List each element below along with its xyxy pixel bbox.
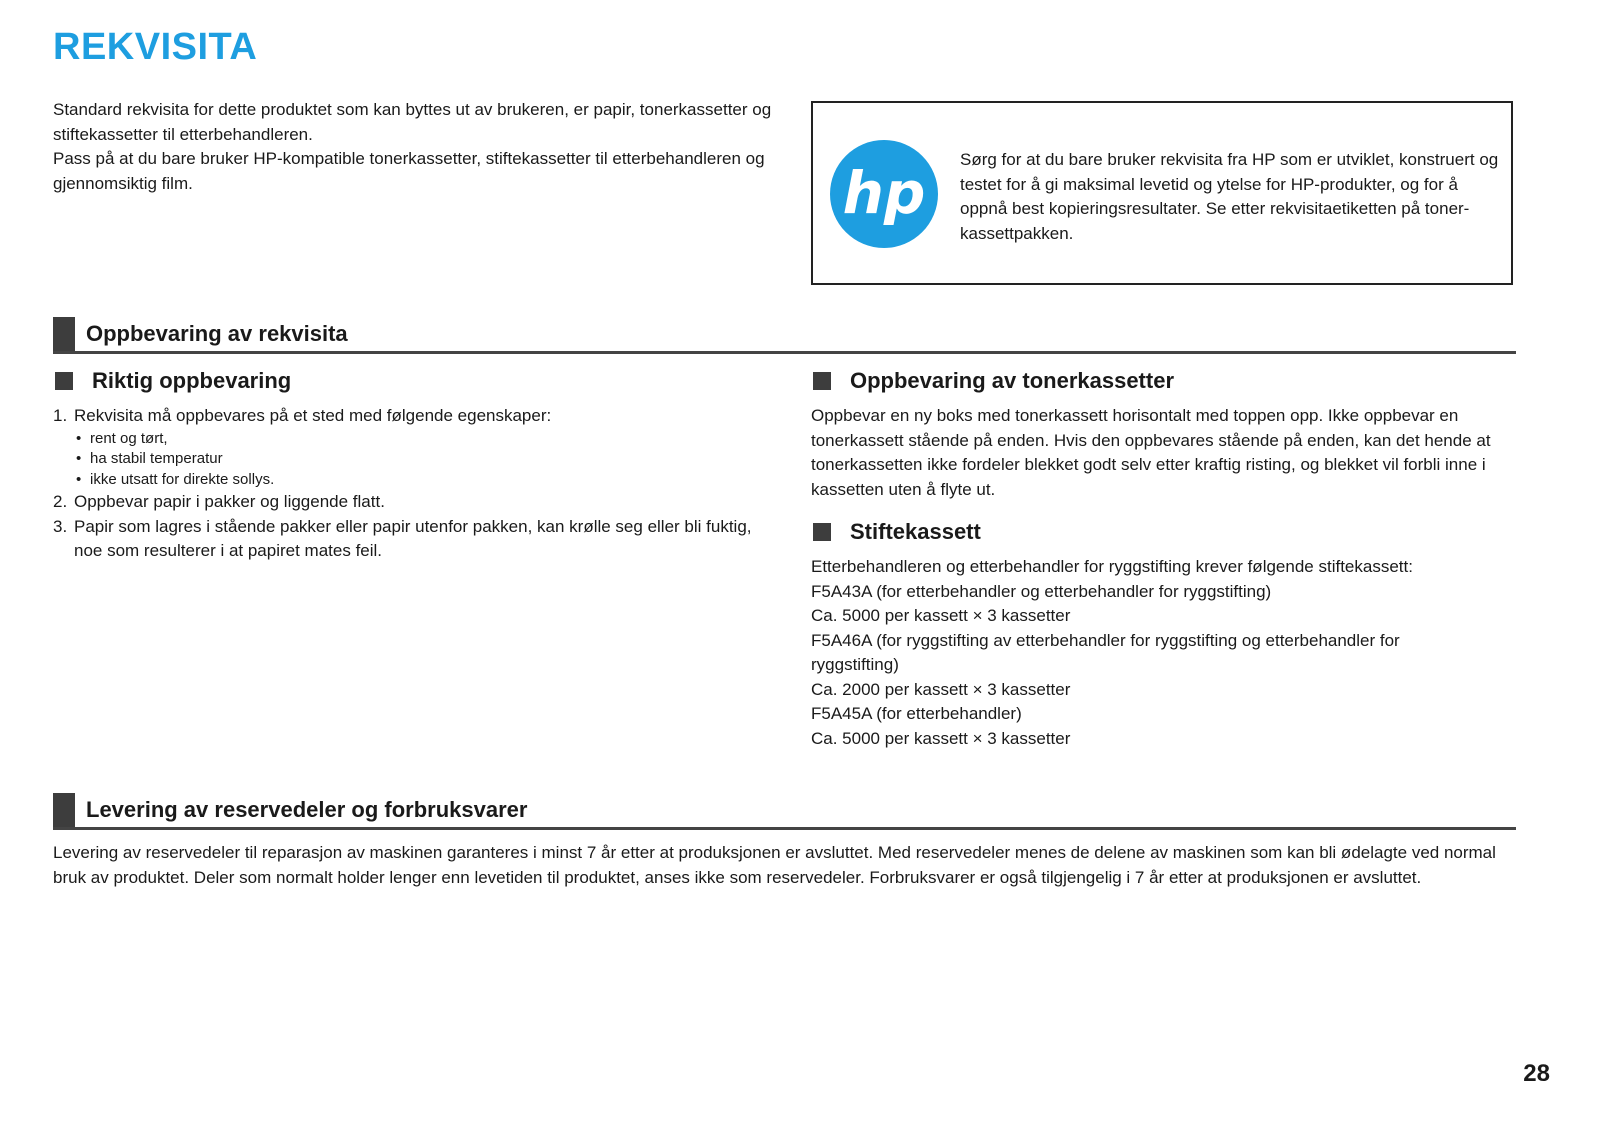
page-number: 28 <box>1523 1060 1550 1087</box>
subheading-toner-storage-text: Oppbevaring av tonerkassetter <box>850 368 1175 393</box>
staple-line: Etterbehandleren og etterbehandler for ryggstifting krever følgende stiftekassett: <box>811 557 1413 576</box>
heading-bar <box>53 793 75 827</box>
hp-supplies-notice <box>811 101 1513 285</box>
staple-line: Ca. 2000 per kassett × 3 kassetter <box>811 679 1071 699</box>
bullet-dot-icon: • <box>76 470 82 488</box>
hp-logo-text: hp <box>842 159 926 227</box>
bullet-item <box>74 449 753 470</box>
subheading-staple-cartridge-text: Stiftekassett <box>850 519 981 544</box>
square-bullet-icon <box>813 523 831 541</box>
heading-bar <box>53 317 75 351</box>
toner-storage-text: Oppbevar en ny boks med tonerkassett horisontalt med toppen opp. Ikke oppbevar en tonerkassett stående på enden. Hvis den oppbevares stående på enden, kan det hende at tonerkassetten ikke fordeler blekket godt selv etter kraftig risting, og blekket vil forbli inne i kassetten uten å flyte ut. <box>811 406 1491 499</box>
list-item <box>53 490 753 515</box>
hp-notice-text: Sørg for at du bare bruker rekvisita fra HP som er utviklet, konstruert og testet for å gi maksimal levetid og ytelse for HP-produkter, og for å oppnå best kopieringsresultater. Se etter rekvisitaetiketten på toner-kassettpakken. <box>960 150 1499 243</box>
intro-text <box>53 98 783 196</box>
conditions-bullet-list <box>53 429 753 491</box>
section-heading-storage-text: Oppbevaring av rekvisita <box>86 321 348 346</box>
list-item-text: Rekvisita må oppbevares på et sted med følgende egenskaper: <box>74 406 552 425</box>
staple-line: Ca. 5000 per kassett × 3 kassetter <box>811 728 1071 748</box>
staple-line: F5A45A (for etterbehandler) <box>811 704 1022 723</box>
list-number: 3. <box>53 516 68 536</box>
section-heading-storage <box>53 317 1516 354</box>
intro-paragraph-2: Pass på at du bare bruker HP-kompatible tonerkassetter, stiftekassetter til etterbehandleren og gjennomsiktig film. <box>53 149 765 193</box>
list-number: 1. <box>53 406 68 425</box>
list-item <box>53 404 753 429</box>
staple-cartridge-list <box>811 555 1411 751</box>
section-heading-delivery-text: Levering av reservedeler og forbruksvarer <box>86 797 528 822</box>
storage-numbered-list <box>53 404 753 564</box>
bullet-item <box>74 470 753 491</box>
square-bullet-icon <box>813 372 831 390</box>
square-bullet-icon <box>55 372 73 390</box>
section-heading-delivery <box>53 793 1516 830</box>
subheading-proper-storage-text: Riktig oppbevaring <box>92 368 292 393</box>
list-item-text: Papir som lagres i stående pakker eller papir utenfor pakken, kan krølle seg eller bli fuktig, noe som resulterer i at papiret mates feil. <box>74 516 752 560</box>
staple-line: Ca. 5000 per kassett × 3 kassetter <box>811 606 1071 625</box>
list-item-text: Oppbevar papir i pakker og liggende flatt. <box>74 492 385 511</box>
bullet-text: rent og tørt, <box>90 429 168 447</box>
bullet-dot-icon: • <box>76 429 82 447</box>
bullet-dot-icon: • <box>76 450 82 467</box>
bullet-item <box>74 429 753 450</box>
page-title: REKVISITA <box>53 26 258 68</box>
delivery-text: Levering av reservedeler til reparasjon av maskinen garanteres i minst 7 år etter at produksjonen er avsluttet. Med reservedeler menes de delene av maskinen som kan bli ødelagte ved normal bruk av produktet. Deler som normalt holder lenger enn levetiden til produktet, anses ikke som reservedeler. Forbruksvarer er også tilgjengelig i 7 år etter at produksjonen er avsluttet. <box>53 843 1496 887</box>
staple-line: F5A43A (for etterbehandler og etterbehandler for ryggstifting) <box>811 581 1272 601</box>
intro-paragraph-1: Standard rekvisita for dette produktet som kan byttes ut av brukeren, er papir, tonerkassetter og stiftekassetter til etterbehandleren. <box>53 100 772 144</box>
staple-line: F5A46A (for ryggstifting av etterbehandler for ryggstifting og etterbehandler for ryggstifting) <box>811 630 1400 674</box>
bullet-text: ikke utsatt for direkte sollys. <box>90 470 275 488</box>
list-item <box>53 515 753 564</box>
list-number: 2. <box>53 492 68 511</box>
bullet-text: ha stabil temperatur <box>90 450 223 467</box>
hp-logo-icon <box>830 140 938 248</box>
